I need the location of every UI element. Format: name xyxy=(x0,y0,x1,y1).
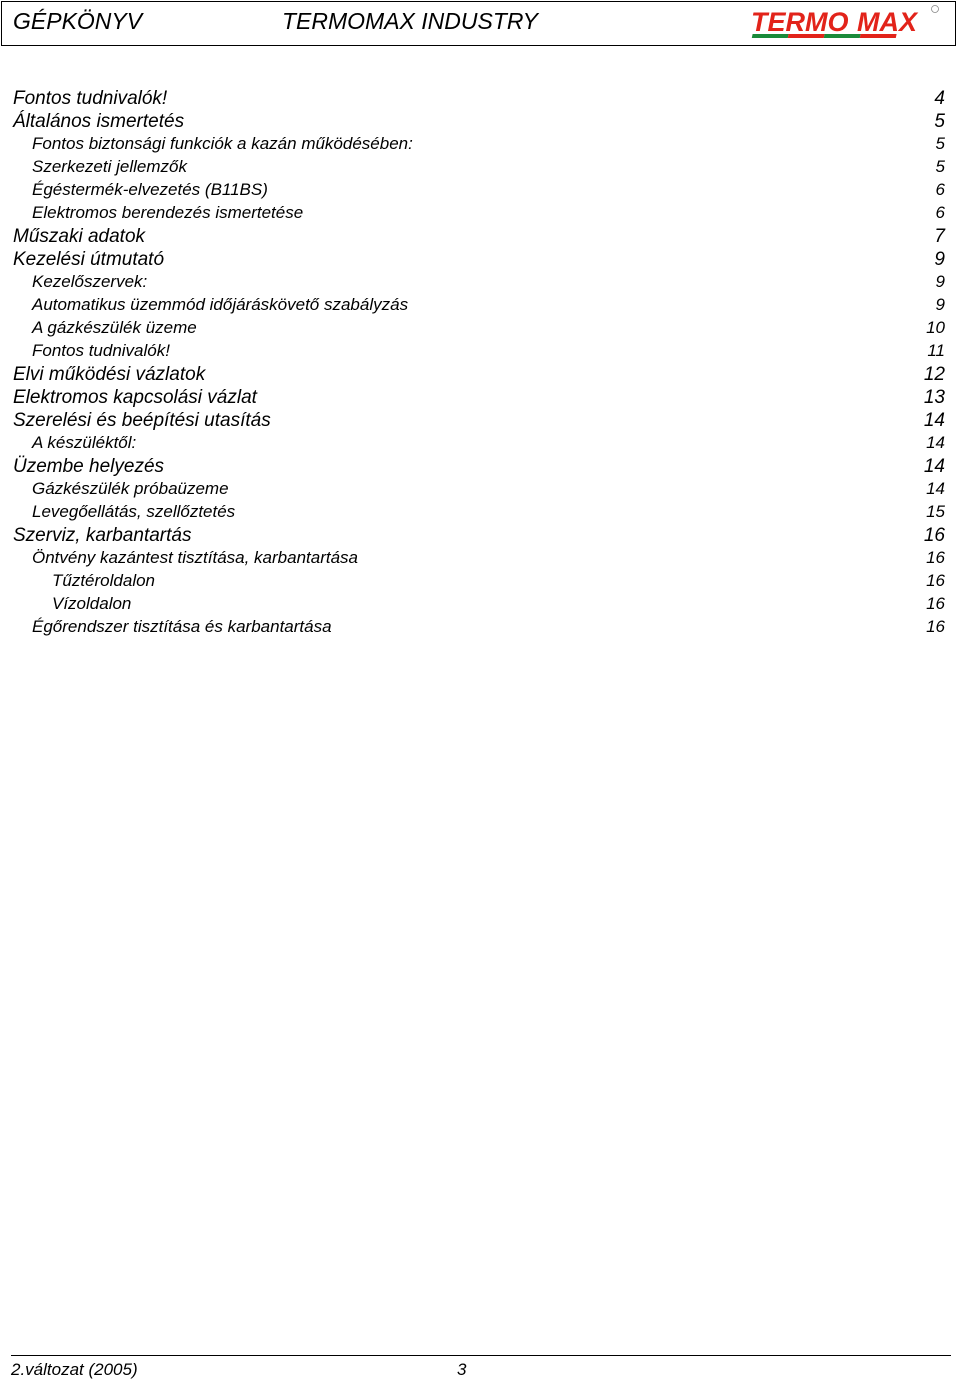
toc-entry-page: 7 xyxy=(934,226,945,247)
toc-entry-title: Műszaki adatok xyxy=(13,226,146,247)
toc-entry[interactable] xyxy=(0,88,960,111)
toc-entry-title: Üzembe helyezés xyxy=(13,456,165,477)
toc-entry-title: Általános ismertetés xyxy=(13,111,185,132)
toc-entry-title: Égőrendszer tisztítása és karbantartása xyxy=(32,617,332,636)
toc-entry[interactable] xyxy=(0,111,960,134)
toc-entry-title: Szerelési és beépítési utasítás xyxy=(13,410,271,431)
toc-entry-title: A gázkészülék üzeme xyxy=(32,318,197,337)
toc-entry-page: 14 xyxy=(926,479,945,498)
toc-entry-page: 6 xyxy=(935,203,945,222)
toc-entry-page: 16 xyxy=(926,594,945,613)
toc-entry-page: 4 xyxy=(934,88,945,109)
toc-entry[interactable] xyxy=(0,318,960,341)
toc-entry-title: Gázkészülék próbaüzeme xyxy=(32,479,229,498)
termomax-logo xyxy=(747,4,943,44)
toc-entry-page: 6 xyxy=(935,180,945,199)
toc-entry[interactable] xyxy=(0,134,960,157)
toc-entry[interactable] xyxy=(0,341,960,364)
toc-entry-page: 16 xyxy=(926,571,945,590)
toc-entry[interactable] xyxy=(0,433,960,456)
toc-entry-page: 5 xyxy=(935,157,945,176)
toc-entry-page: 5 xyxy=(935,134,945,153)
toc-entry-page: 11 xyxy=(927,341,945,360)
toc-entry-page: 5 xyxy=(934,111,945,132)
toc-entry-title: Öntvény kazántest tisztítása, karbantartása xyxy=(32,548,358,567)
toc-entry-title: Kezelőszervek: xyxy=(32,272,148,291)
toc-entry-title: Elektromos berendezés ismertetése xyxy=(32,203,304,222)
toc-entry-page: 15 xyxy=(926,502,945,521)
toc-entry-page: 16 xyxy=(926,548,945,567)
toc-entry[interactable] xyxy=(0,364,960,387)
toc-entry-title: Kezelési útmutató xyxy=(13,249,165,270)
toc-entry-title: Fontos tudnivalók! xyxy=(13,88,168,109)
toc-entry[interactable] xyxy=(0,295,960,318)
toc-entry-title: Szerviz, karbantartás xyxy=(13,525,192,546)
toc-entry[interactable] xyxy=(0,594,960,617)
logo-text: MAX xyxy=(857,7,917,37)
toc-entry[interactable] xyxy=(0,571,960,594)
toc-entry[interactable] xyxy=(0,410,960,433)
toc-entry-page: 13 xyxy=(923,387,945,408)
toc-entry-title: A készüléktől: xyxy=(32,433,137,452)
toc-entry-page: 14 xyxy=(923,456,945,477)
toc-entry[interactable] xyxy=(0,525,960,548)
toc-entry-page: 9 xyxy=(935,272,945,291)
toc-entry-page: 16 xyxy=(926,617,945,636)
toc-entry[interactable] xyxy=(0,157,960,180)
toc-entry[interactable] xyxy=(0,226,960,249)
toc-entry-title: Tűztéroldalon xyxy=(52,571,156,590)
toc-entry-page: 10 xyxy=(926,318,945,337)
toc-entry[interactable] xyxy=(0,617,960,640)
footer-page-number: 3 xyxy=(457,1360,467,1379)
toc-entry-title: Levegőellátás, szellőztetés xyxy=(32,502,236,521)
toc-entry[interactable] xyxy=(0,502,960,525)
footer-version: 2.változat (2005) xyxy=(11,1360,138,1379)
toc-entry-title: Fontos biztonsági funkciók a kazán működésében: xyxy=(32,134,413,153)
toc-entry-page: 16 xyxy=(923,525,945,546)
toc-entry-title: Fontos tudnivalók! xyxy=(32,341,170,360)
toc-entry[interactable] xyxy=(0,180,960,203)
table-of-contents xyxy=(0,88,960,640)
toc-entry-page: 14 xyxy=(923,410,945,431)
toc-entry-title: Vízoldalon xyxy=(52,594,132,613)
toc-entry[interactable] xyxy=(0,249,960,272)
toc-entry[interactable] xyxy=(0,387,960,410)
toc-entry-page: 12 xyxy=(923,364,945,385)
toc-entry-page: 9 xyxy=(934,249,945,270)
toc-entry[interactable] xyxy=(0,272,960,295)
toc-entry-title: Égéstermék-elvezetés (B11BS) xyxy=(32,180,268,199)
page-header xyxy=(1,1,956,46)
logo-text: TERMO xyxy=(751,7,849,37)
toc-entry[interactable] xyxy=(0,548,960,571)
page-footer xyxy=(11,1355,951,1379)
toc-entry-page: 14 xyxy=(926,433,945,452)
toc-entry-title: Szerkezeti jellemzők xyxy=(32,157,187,176)
toc-entry[interactable] xyxy=(0,203,960,226)
toc-entry[interactable] xyxy=(0,456,960,479)
header-manual-label: GÉPKÖNYV xyxy=(13,8,143,34)
toc-entry-title: Elektromos kapcsolási vázlat xyxy=(13,387,257,408)
toc-entry-title: Elvi működési vázlatok xyxy=(13,364,206,385)
header-company-name: TERMOMAX INDUSTRY xyxy=(282,8,538,34)
toc-entry[interactable] xyxy=(0,479,960,502)
toc-entry-page: 9 xyxy=(935,295,945,314)
toc-entry-title: Automatikus üzemmód időjáráskövető szabályzás xyxy=(32,295,409,314)
